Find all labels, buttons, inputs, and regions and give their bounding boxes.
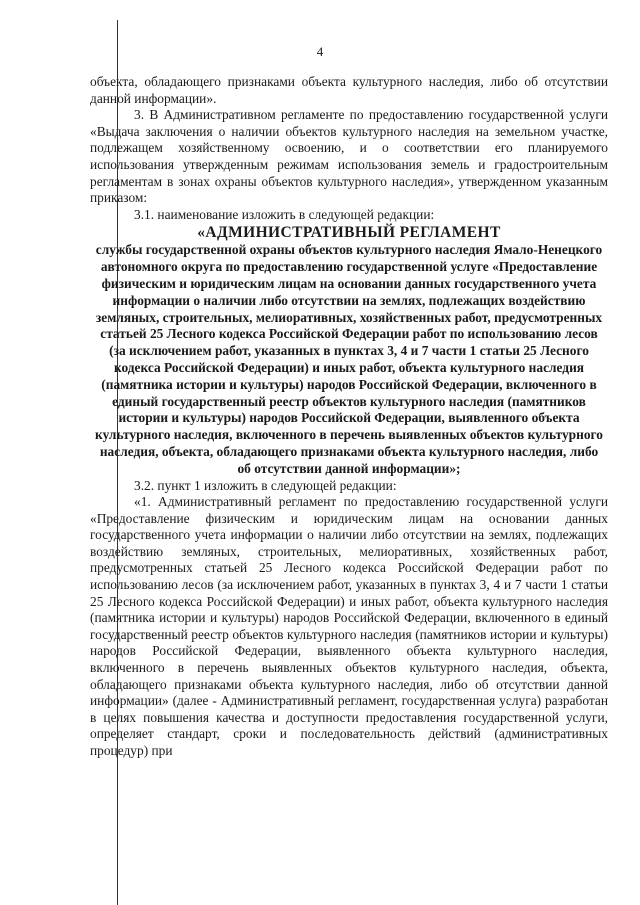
paragraph-3-1: 3.1. наименование изложить в следующей редакции: [134, 206, 435, 222]
regulation-name: службы государственной охраны объектов культурного наследия Ямало-Ненецкого автономного округа по предоставлению государственной услуге «Предоставление физическим и юридическим лицам на основании данных государственного учета информации о наличии либо отсутствии на землях, подлежащих воздействию земляных, строительных, мелиоративных, хозяйственных работ, предусмотренных статьей 25 Лесного кодекса Российской Федерации работ по использованию лесов (за исключением работ, указанных в пунктах 3, 4 и 7 части 1 статьи 25 Лесного кодекса Российской Федерации) и иных работ, объекта культурного наследия (памятника истории и культуры) народов Российской Федерации, включенного в единый государственный реестр объектов культурного наследия (памятников истории и культуры) народов Российской Федерации, выявленного объекта культурного наследия, включенного в перечень выявленных объектов культурного наследия, объекта, обладающего признаками объекта культурного наследия, либо об отсутствии данной информации»; [95, 242, 603, 476]
page-number: 4 [316, 44, 324, 59]
regulation-title: «АДМИНИСТРАТИВНЫЙ РЕГЛАМЕНТ [197, 224, 501, 242]
paragraph-3: 3. В Административном регламенте по предоставлению государственной услуги «Выдача заключения о наличии объектов культурного наследия на земельном участке, подлежащем хозяйственному освоению, и о соответствии его планируемого использования утвержденным режимам использования земель и градостроительным регламентам в зонах охраны объектов культурного наследия», утвержденном указанным приказом: [90, 107, 608, 206]
paragraph-continuation: объекта, обладающего признаками объекта культурного наследия, либо об отсутствии данной информации». [90, 74, 608, 106]
paragraph-3-2: 3.2. пункт 1 изложить в следующей редакции: [134, 477, 397, 493]
paragraph-1: «1. Административный регламент по предоставлению государственной услуги «Предоставление физическим и юридическим лицам на основании данных государственного учета информации о наличии либо отсутствии на землях, подлежащих воздействию земляных, строительных, мелиоративных, хозяйственных работ, предусмотренных статьей 25 Лесного кодекса Российской Федерации работ по использованию лесов (за исключением работ, указанных в пунктах 3, 4 и 7 части 1 статьи 25 Лесного кодекса Российской Федерации) и иных работ, объекта культурного наследия (памятника истории и культуры) народов Российской Федерации, включенного в единый государственный реестр объектов культурного наследия (памятников истории и культуры) народов Российской Федерации, выявленного объекта культурного наследия, включенного в перечень выявленных объектов культурного наследия, объекта, обладающего признаками объекта культурного наследия, либо об отсутствии данной информации» (далее - Административный регламент, государственная услуга) разработан в целях повышения качества и доступности предоставления государственной услуги, определяет стандарт, сроки и последовательность действий (административных процедур) при [90, 494, 608, 758]
document-body [90, 74, 608, 760]
